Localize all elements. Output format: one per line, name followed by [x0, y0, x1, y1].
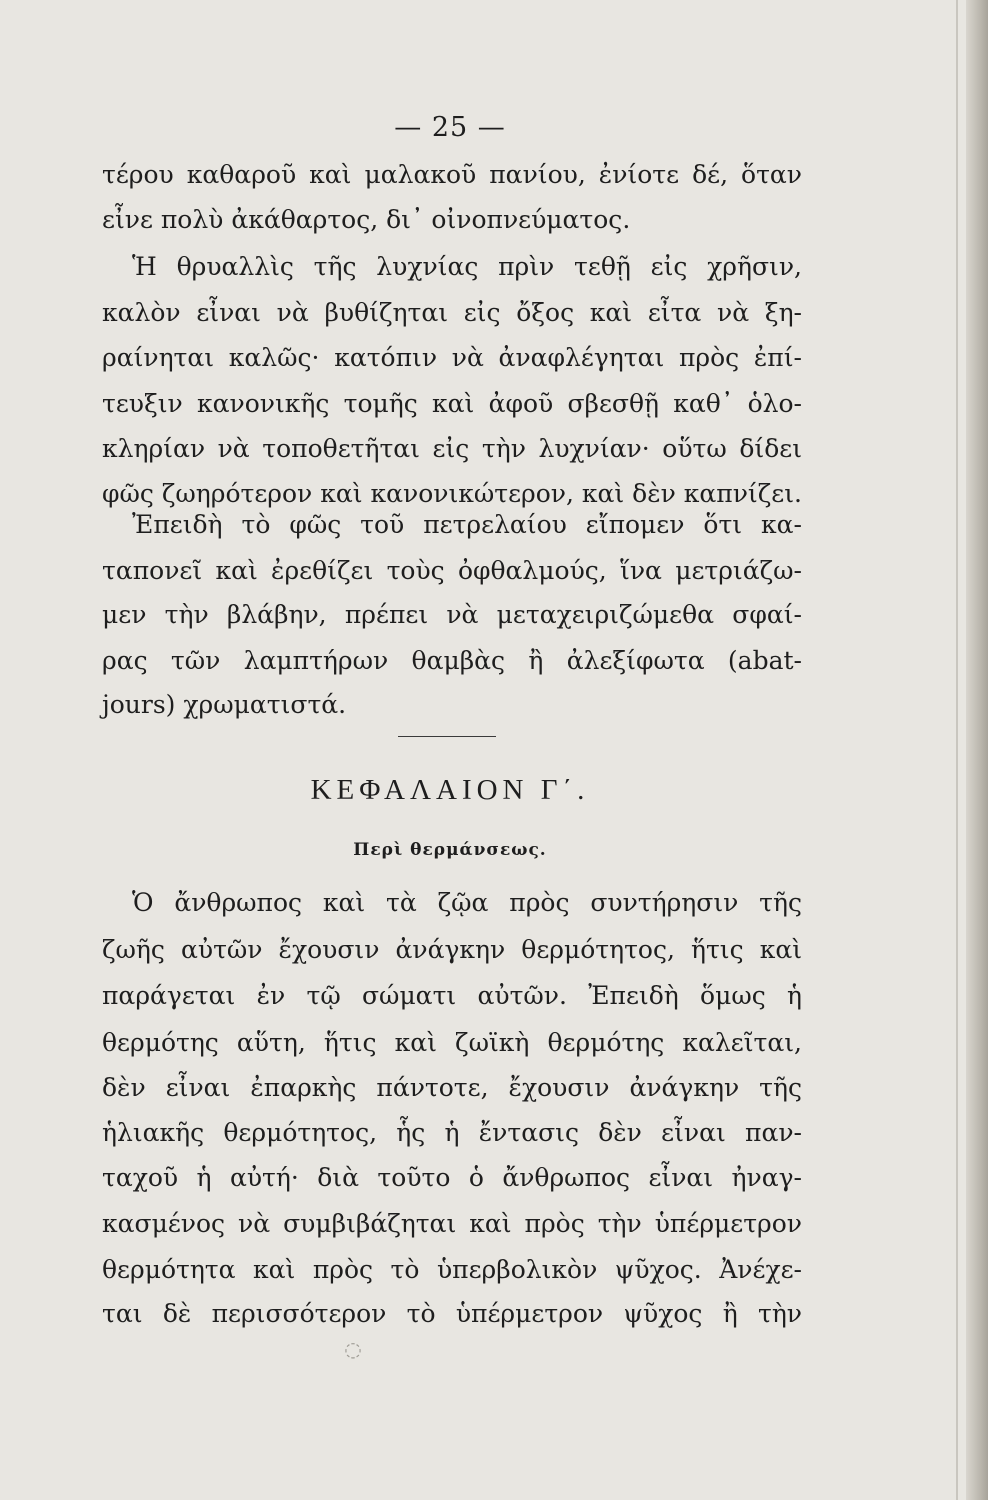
- page-number: — 25 —: [394, 112, 506, 143]
- paragraph-2-line: Ἡ θρυαλλὶς τῆς λυχνίας πρὶν τεθῇ εἰς χρῆσιν,: [132, 252, 802, 281]
- paragraph-3-line: ρας τῶν λαμπτήρων θαμβὰς ἢ ἀλεξίφωτα (abat-: [102, 646, 802, 675]
- paragraph-4-line: ταχοῦ ἡ αὐτή· διὰ τοῦτο ὁ ἄνθρωπος εἶναι ἠναγ-: [102, 1163, 802, 1192]
- paragraph-2-line: ραίνηται καλῶς· κατόπιν νὰ ἀναφλέγηται πρὸς ἐπί-: [102, 343, 802, 372]
- paragraph-1-line: εἶνε πολὺ ἀκάθαρτος, δι᾽ οἰνοπνεύματος.: [102, 205, 631, 234]
- paragraph-4-line: ἡλιακῆς θερμότητος, ἧς ἡ ἔντασις δὲν εἶναι παν-: [102, 1118, 802, 1147]
- paragraph-4-line: δὲν εἶναι ἐπαρκὴς πάντοτε, ἔχουσιν ἀνάγκην τῆς: [102, 1073, 802, 1102]
- paragraph-4-line: θερμότης αὕτη, ἥτις καὶ ζωϊκὴ θερμότης καλεῖται,: [102, 1028, 802, 1057]
- paragraph-3-line: Ἐπειδὴ τὸ φῶς τοῦ πετρελαίου εἴπομεν ὅτι κα-: [132, 510, 802, 539]
- paragraph-3-line: jours) χρωματιστά.: [102, 690, 347, 719]
- paragraph-4-line: ζωῆς αὐτῶν ἔχουσιν ἀνάγκην θερμότητος, ἥτις καὶ: [102, 935, 802, 964]
- paragraph-4-line: Ὁ ἄνθρωπος καὶ τὰ ζῷα πρὸς συντήρησιν τῆς: [132, 888, 802, 917]
- book-binding-edge: [966, 0, 988, 1500]
- page-fold-line: [956, 0, 958, 1500]
- paragraph-4-line: κασμένος νὰ συμβιβάζηται καὶ πρὸς τὴν ὑπέρμετρον: [102, 1209, 802, 1238]
- paragraph-4-line: ται δὲ περισσότερον τὸ ὑπέρμετρον ψῦχος ἢ τὴν: [102, 1299, 802, 1328]
- faint-stamp-mark: ◌: [344, 1337, 362, 1361]
- paragraph-3-line: ταπονεῖ καὶ ἐρεθίζει τοὺς ὀφθαλμούς, ἵνα μετριάζω-: [102, 556, 802, 585]
- paragraph-2-line: κληρίαν νὰ τοποθετῆται εἰς τὴν λυχνίαν· οὕτω δίδει: [102, 434, 802, 463]
- section-title: Περὶ θερμάνσεως.: [353, 840, 547, 860]
- paragraph-2-line: καλὸν εἶναι νὰ βυθίζηται εἰς ὄξος καὶ εἶτα νὰ ξη-: [102, 298, 802, 327]
- paragraph-4-line: παράγεται ἐν τῷ σώματι αὐτῶν. Ἐπειδὴ ὅμως ἡ: [102, 981, 802, 1010]
- paragraph-3-line: μεν τὴν βλάβην, πρέπει νὰ μεταχειριζώμεθα σφαί-: [102, 600, 802, 629]
- paragraph-4-line: θερμότητα καὶ πρὸς τὸ ὑπερβολικὸν ψῦχος. Ἀνέχε-: [102, 1255, 802, 1284]
- paragraph-2-line: τευξιν κανονικῆς τομῆς καὶ ἀφοῦ σβεσθῇ καθ᾽ ὁλο-: [102, 389, 802, 418]
- section-divider: [398, 736, 496, 737]
- chapter-title: ΚΕΦΑΛΑΙΟΝ Γ΄.: [310, 774, 590, 806]
- paragraph-1-line: τέρου καθαροῦ καὶ μαλακοῦ πανίου, ἐνίοτε δέ, ὅταν: [102, 160, 802, 189]
- paragraph-2-line: φῶς ζωηρότερον καὶ κανονικώτερον, καὶ δὲν καπνίζει.: [102, 479, 802, 508]
